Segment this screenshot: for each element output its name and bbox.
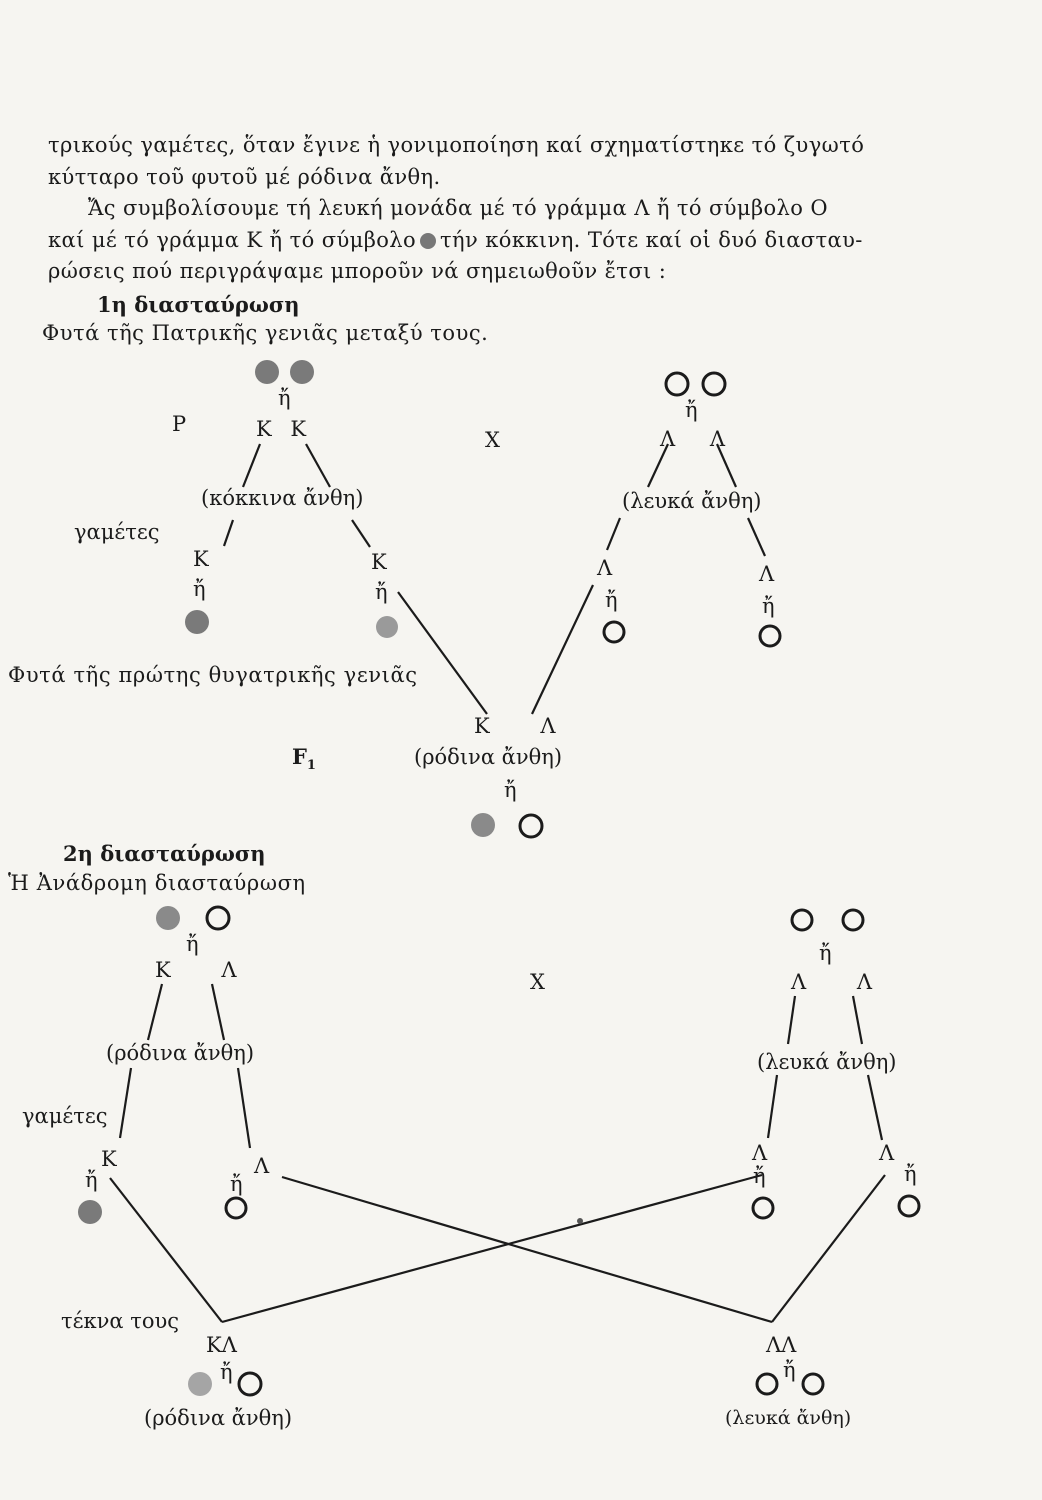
f1-genotype: Κ Λ [474,714,578,738]
cross1-heading: 1η διασταύρωση [97,292,300,317]
gamete-K-label: Κ [193,547,209,571]
or-label: ἤ [230,1172,243,1196]
line-red-right-bottom [352,520,370,547]
line-pink-right-bottom [238,1068,250,1148]
red-parent-genotype: Κ Κ [256,417,313,441]
child1-genotype: ΚΛ [206,1333,237,1357]
f1-phenotype: (ρόδινα ἄνθη) [414,745,563,769]
or-label: ἤ [186,932,199,956]
f1-title: Φυτά τῆς πρώτης θυγατρικῆς γενιᾶς [8,663,418,687]
or-label: ἤ [904,1162,917,1186]
white-symbol-icon [792,910,812,930]
line-red-left-top [243,444,260,487]
gamete-L-label: Λ [759,562,775,586]
gametes-label: γαμέτες [22,1104,108,1128]
line-white2-left-bottom [768,1075,777,1138]
white-parent-phenotype: (λευκά ἄνθη) [622,489,762,513]
white2-parent-phenotype: (λευκά ἄνθη) [757,1050,897,1074]
pink-parent-phenotype: (ρόδινα ἄνθη) [106,1041,255,1065]
line-red-right-top [306,444,330,487]
gamete-K-label: Κ [371,550,387,574]
white-symbol-icon [520,815,542,837]
intersection-dot [577,1218,583,1224]
or-label: ἤ [753,1164,766,1188]
child2-phenotype: (λευκά ἄνθη) [725,1407,852,1429]
white-symbol-icon [604,622,624,642]
child1-phenotype: (ρόδινα ἄνθη) [144,1406,293,1430]
cross-x-label: X [530,970,545,994]
pink-parent-genotype: Κ Λ [155,958,259,982]
white-symbol-icon [666,373,688,395]
line-pink-right-top [212,984,224,1040]
or-label: ἤ [685,398,698,422]
text-line-4b: τήν κόκκινη. Τότε καί οἱ δυό διασταυ- [440,227,863,252]
or-label: ἤ [819,941,832,965]
line-white-left-bottom [607,518,620,550]
white-symbol-icon [753,1198,773,1218]
white-symbol-icon [899,1196,919,1216]
red-symbol-icon [376,616,398,638]
red-symbol-icon [185,610,209,634]
red-symbol-icon [471,813,495,837]
line-K-to-F1 [398,592,487,714]
white-symbol-icon [760,626,780,646]
text-line-5: ρώσεις πού περιγράψαμε μποροῦν νά σημειωθοῦν ἔτσι : [48,259,667,283]
text-line-1: τρικούς γαμέτες, ὅταν ἔγινε ἡ γονιμοποίηση καί σχηματίστηκε τό ζυγωτό [48,133,865,157]
line-L2-to-LL [772,1175,885,1322]
or-label: ἤ [504,778,517,802]
cross-x-label: X [485,428,500,452]
or-label: ἤ [375,580,388,604]
line-pink-left-top [148,984,162,1040]
f1-subscript: 1 [306,758,316,774]
or-label: ἤ [605,588,618,612]
cross2-subheading: Ἡ Ἀνάδρομη διασταύρωση [8,871,306,895]
text-line-4a: καί μέ τό γράμμα Κ ἤ τό σύμβολο [48,227,417,252]
gamete-L-label: Λ [879,1141,895,1165]
text-line-3: Ἄς συμβολίσουμε τή λευκή μονάδα μέ τό γράμμα Λ ἤ τό σύμβολο Ο [88,196,828,220]
or-label: ἤ [220,1360,233,1384]
line-white-right-bottom [748,518,765,556]
red-symbol-icon [156,906,180,930]
red-symbol-icon [78,1200,102,1224]
gamete-K-label: Κ [101,1147,117,1171]
red-symbol-icon [188,1372,212,1396]
or-label: ἤ [783,1358,796,1382]
white2-parent-genotype: Λ Λ [791,970,895,994]
or-label: ἤ [278,386,291,410]
line-white2-right-top [853,996,862,1044]
red-parent-phenotype: (κόκκινα ἄνθη) [201,486,364,510]
white-parent-genotype: Λ Λ [660,427,740,451]
white-symbol-icon [757,1374,777,1394]
line-white2-left-top [788,996,795,1044]
white-symbol-icon [239,1373,261,1395]
gamete-L-label: Λ [752,1141,768,1165]
line-red-left-bottom [224,520,233,546]
offspring-label: τέκνα τους [61,1309,180,1333]
or-label: ἤ [762,594,775,618]
red-symbol-icon [290,360,314,384]
line-pink-left-bottom [120,1068,131,1138]
white-symbol-icon [703,373,725,395]
line-white2-right-bottom [868,1075,882,1140]
f1-letter: F [292,744,307,769]
line-L-to-F1 [532,585,593,714]
line-K-to-KL [110,1178,222,1322]
cross2-heading: 2η διασταύρωση [63,841,266,866]
white-symbol-icon [843,910,863,930]
white-symbol-icon [803,1374,823,1394]
p-generation-label: P [172,412,187,436]
or-label: ἤ [193,577,206,601]
red-symbol-icon [255,360,279,384]
or-label: ἤ [85,1168,98,1192]
text-line-2: κύτταρο τοῦ φυτοῦ μέ ρόδινα ἄνθη. [48,164,441,189]
f1-label [292,745,316,778]
child2-genotype: ΛΛ [766,1333,797,1357]
cross1-subheading: Φυτά τῆς Πατρικῆς γενιᾶς μεταξύ τους. [42,321,489,345]
white-symbol-icon [226,1198,246,1218]
gamete-L-label: Λ [254,1154,270,1178]
line-L-to-KL [222,1175,762,1322]
line-L-to-LL [282,1177,772,1322]
white-symbol-icon [207,907,229,929]
gametes-label: γαμέτες [74,520,160,544]
gamete-L-label: Λ [597,556,613,580]
